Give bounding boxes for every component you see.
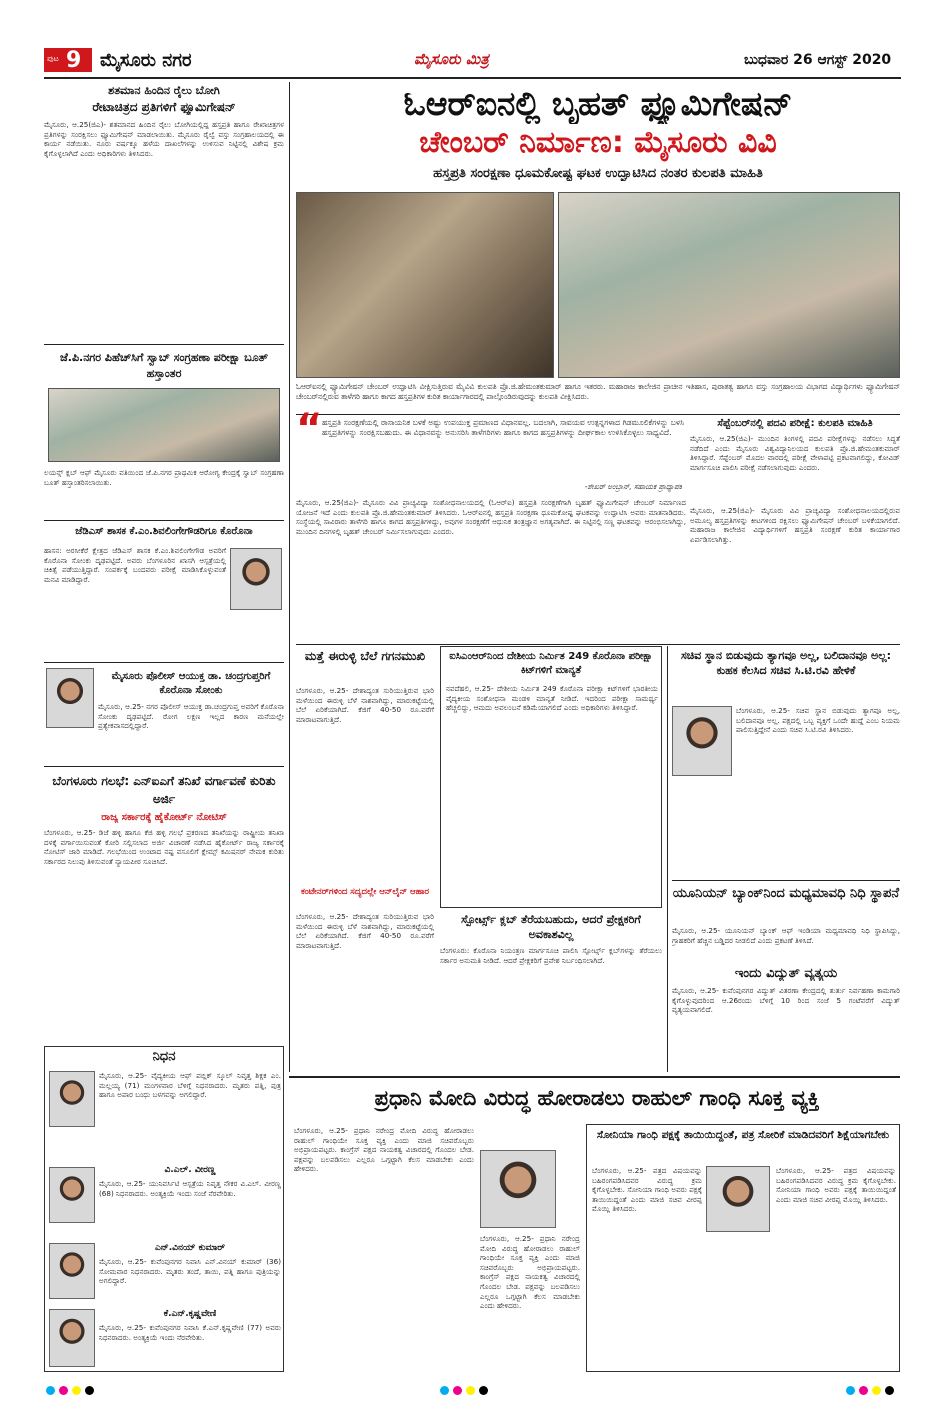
commissioner-body: ಮೈಸೂರು, ಆ.25- ನಗರ ಪೊಲೀಸ್ ಆಯುಕ್ತ ಡಾ.ಚಂದ್ರಗುಪ್ತ ಅವರಿಗೆ ಕೊರೊನಾ ಸೋಂಕು ದೃಢಪಟ್ಟಿದೆ. ರೋಗ ಲಕ್ಷಣ ಇಲ್ಲದ ಕಾರಣ ಮನೆಯಲ್ಲೇ ಪ್ರತ್ಯೇಕವಾಸದಲ್ಲಿದ್ದಾರೆ. — [98, 702, 284, 731]
divider — [289, 1076, 900, 1078]
riot-subhead: ರಾಜ್ಯ ಸರ್ಕಾರಕ್ಕೆ ಹೈಕೋರ್ಟ್ ನೋಟಿಸ್ — [101, 812, 227, 823]
mla-corona-body: ಹಾಸನ: ಅರಸೀಕೆರೆ ಕ್ಷೇತ್ರದ ಜೆಡಿಎಸ್ ಶಾಸಕ ಕೆ.ಎಂ.ಶಿವಲಿಂಗೇಗೌಡ ಅವರಿಗೆ ಕೊರೊನಾ ಸೋಂಕು ದೃಢಪಟ್ಟಿದೆ. ಅವರು ಬೆಂಗಳೂರಿನ ಖಾಸಗಿ ಆಸ್ಪತ್ರೆಯಲ್ಲಿ ಚಿಕಿತ್ಸೆ ಪಡೆಯುತ್ತಿದ್ದಾರೆ. ಸಂಪರ್ಕಕ್ಕೆ ಬಂದವರು ಪರೀಕ್ಷೆ ಮಾಡಿಸಿಕೊಳ್ಳುವಂತೆ ಮನವಿ ಮಾಡಿದ್ದಾರೆ. — [44, 546, 226, 584]
page-number-badge — [44, 48, 92, 72]
obituary-portrait-3 — [49, 1243, 95, 1299]
rahul-body: ಬೆಂಗಳೂರು, ಆ.25- ಪ್ರಧಾನಿ ನರೇಂದ್ರ ಮೋದಿ ವಿರುದ್ಧ ಹೋರಾಡಲು ರಾಹುಲ್ ಗಾಂಧಿಯೇ ಸೂಕ್ತ ವ್ಯಕ್ತಿ ಎಂದು ಮಾಜಿ ಸಚಿವರೊಬ್ಬರು ಅಭಿಪ್ರಾಯಪಟ್ಟರು. ಕಾಂಗ್ರೆಸ್ ಪಕ್ಷದ ನಾಯಕತ್ವ ವಿಚಾರದಲ್ಲಿ ಗೊಂದಲ ಬೇಡ. ಪಕ್ಷವನ್ನು ಬಲಪಡಿಸಲು ಎಲ್ಲರೂ ಒಗ್ಗಟ್ಟಾಗಿ ಕೆಲಸ ಮಾಡಬೇಕು ಎಂದು ಹೇಳಿದರು. — [294, 1126, 474, 1174]
registration-marks-center — [440, 1380, 492, 1399]
lead-body: ಮೈಸೂರು, ಆ.25(ಜಿಎ)- ಮೈಸೂರು ವಿವಿ ಪ್ರಾಚ್ಯವಿದ್ಯಾ ಸಂಶೋಧನಾಲಯದಲ್ಲಿ (ಓಆರ್‌ಐ) ಹಸ್ತಪ್ರತಿ ಸಂರಕ್ಷಣೆಗಾಗಿ ಬೃಹತ್ ಫ್ಯೂಮಿಗೇಷನ್ ಚೇಂಬರ್ ನಿರ್ಮಾಣದ ಯೋಜನೆ ಇದೆ ಎಂದು ಕುಲಪತಿ ಪ್ರೊ.ಜಿ.ಹೇಮಂತಕುಮಾರ್ ತಿಳಿಸಿದರು. ಓಆರ್‌ಐನಲ್ಲಿ ಹಸ್ತಪ್ರತಿ ಸಂರಕ್ಷಣಾ ಧೂಮಕೋಷ್ಟ ಘಟಕವನ್ನು ಉದ್ಘಾಟಿಸಿ ಅವರು ಮಾತನಾಡಿದರು. ಸಂಸ್ಥೆಯಲ್ಲಿ ಸಾವಿರಾರು ತಾಳೆಗರಿ ಹಾಗೂ ಕಾಗದ ಹಸ್ತಪ್ರತಿಗಳಿದ್ದು, ಅವುಗಳ ಸಂರಕ್ಷಣೆಗೆ ಆಧುನಿಕ ತಂತ್ರಜ್ಞಾನ ಅಗತ್ಯವಾಗಿದೆ. ಈ ನಿಟ್ಟಿನಲ್ಲಿ ಸಣ್ಣ ಘಟಕವನ್ನು ಆರಂಭಿಸಲಾಗಿದ್ದು, ಮುಂದಿನ ದಿನಗಳಲ್ಲಿ ಬೃಹತ್ ಚೇಂಬರ್ ನಿರ್ಮಿಸಲಾಗುವುದು ಎಂದರು. — [296, 498, 686, 536]
riot-headline: ಬೆಂಗಳೂರು ಗಲಭೆ: ಎನ್‌ಐಎಗೆ ತನಿಖೆ ವರ್ಗಾವಣೆ ಕುರಿತು ಅರ್ಜಿ — [52, 774, 276, 806]
obituary-3-name: ಎನ್.ವಿನಯ್ ಕುಮಾರ್ — [155, 1243, 225, 1253]
power-cut-headline: ಇಂದು ವಿದ್ಯುತ್ ವ್ಯತ್ಯಯ — [734, 966, 838, 981]
obituary-2-name: ವಿ.ಎಲ್. ವೀರಣ್ಣ — [164, 1165, 216, 1175]
divider — [44, 520, 284, 521]
divider — [44, 344, 284, 345]
lead-photo-left — [296, 192, 554, 378]
column-separator — [289, 82, 290, 1072]
lead-headline-1: ಓಆರ್‌ಐನಲ್ಲಿ ಬೃಹತ್ ಫ್ಯೂಮಿಗೇಷನ್ — [403, 84, 793, 123]
obituary-3-body: ಮೈಸೂರು, ಆ.25- ಕುವೆಂಪುನಗರ ನಿವಾಸಿ ಎನ್.ವಿನಯ್ ಕುಮಾರ್ (36) ಸೋಮವಾರ ನಿಧನರಾದರು. ಮೃತರು ತಂದೆ, ತಾಯಿ, ಪತ್ನಿ ಹಾಗೂ ಪುತ್ರಿಯನ್ನು ಅಗಲಿದ್ದಾರೆ. — [99, 1257, 281, 1286]
commissioner-portrait — [46, 668, 94, 728]
registration-marks-right — [846, 1380, 898, 1399]
lead-pull-quote: ಹಸ್ತಪ್ರತಿ ಸಂರಕ್ಷಣೆಯಲ್ಲಿ ರಾಸಾಯನಿಕ ಬಳಕೆ ಅಷ್ಟು ಉಪಯುಕ್ತ ಪ್ರಮಾಣದ ವಿಧಾನವಲ್ಲ. ಬದಲಾಗಿ, ಸಾವಯವ ಉತ್ಪನ್ನಗಳಾದ ಗಿಡಮೂಲಿಕೆಗಳನ್ನು ಬಳಸಿ ಹಸ್ತಪ್ರತಿಗಳನ್ನು ಸಂರಕ್ಷಿಸಬಹುದು. ಈ ವಿಧಾನವನ್ನು ಅನುಸರಿಸಿ ತಾಳೆಗರಿಗಳು ಹಾಗೂ ಕಾಗದ ಹಸ್ತಪ್ರತಿಗಳನ್ನು ದೀರ್ಘಕಾಲ ಉಳಿಸಿಕೊಳ್ಳಲು ಸಾಧ್ಯವಿದೆ. — [322, 418, 684, 437]
obituary-box — [44, 1046, 284, 1372]
power-cut-body: ಮೈಸೂರು, ಆ.25- ಕುವೆಂಪುನಗರ ವಿದ್ಯುತ್ ವಿತರಣಾ ಕೇಂದ್ರದಲ್ಲಿ ತುರ್ತು ನಿರ್ವಹಣಾ ಕಾಮಗಾರಿ ಕೈಗೊಳ್ಳುವುದರಿಂದ ಆ.26ರಂದು ಬೆಳಿಗ್ಗೆ 10 ರಿಂದ ಸಂಜೆ 5 ಗಂಟೆವರೆಗೆ ವಿದ್ಯುತ್ ವ್ಯತ್ಯಯವಾಗಲಿದೆ. — [672, 986, 900, 1015]
lead-subhead: ಹಸ್ತಪ್ರತಿ ಸಂರಕ್ಷಣಾ ಧೂಮಕೋಷ್ಟ ಘಟಕ ಉದ್ಘಾಟಿಸಿದ ನಂತರ ಕುಲಪತಿ ಮಾಹಿತಿ — [433, 166, 763, 181]
divider — [44, 766, 284, 767]
mla-portrait — [230, 548, 282, 610]
page-number: 9 — [66, 48, 82, 73]
masthead: ಮೈಸೂರು ಮಿತ್ರ — [414, 50, 489, 68]
riot-body: ಬೆಂಗಳೂರು, ಆ.25- ಡಿಜೆ ಹಳ್ಳಿ ಹಾಗೂ ಕೆಜಿ ಹಳ್ಳಿ ಗಲಭೆ ಪ್ರಕರಣದ ತನಿಖೆಯನ್ನು ರಾಷ್ಟ್ರೀಯ ತನಿಖಾ ದಳಕ್ಕೆ ವರ್ಗಾಯಿಸುವಂತೆ ಕೋರಿ ಸಲ್ಲಿಸಲಾದ ಅರ್ಜಿ ವಿಚಾರಣೆ ನಡೆಸಿದ ಹೈಕೋರ್ಟ್ ರಾಜ್ಯ ಸರ್ಕಾರಕ್ಕೆ ನೋಟಿಸ್ ಜಾರಿ ಮಾಡಿದೆ. ಗಲಭೆಯಿಂದ ಉಂಟಾದ ನಷ್ಟ ವಸೂಲಿಗೆ ಕ್ಲೇಮ್ಸ್ ಕಮಿಷನರ್ ನೇಮಕ ಕುರಿತು ಸರ್ಕಾರದ ನಿಲುವು ತಿಳಿಸುವಂತೆ ನ್ಯಾಯಪೀಠ ಸೂಚಿಸಿದೆ. — [44, 828, 284, 866]
rahul-headline: ಪ್ರಧಾನಿ ಮೋದಿ ವಿರುದ್ಧ ಹೋರಾಡಲು ರಾಹುಲ್ ಗಾಂಧಿ ಸೂಕ್ತ ವ್ಯಕ್ತಿ — [374, 1086, 820, 1110]
swab-booth-caption: ಲಯನ್ಸ್ ಕ್ಲಬ್ ಆಫ್ ಮೈಸೂರು ವತಿಯಿಂದ ಜೆ.ಪಿ.ನಗರ ಪ್ರಾಥಮಿಕ ಆರೋಗ್ಯ ಕೇಂದ್ರಕ್ಕೆ ಸ್ವಾಬ್ ಸಂಗ್ರಹಣಾ ಬೂತ್ ಹಸ್ತಾಂತರಿಸಲಾಯಿತು. — [44, 468, 284, 487]
rail-kicker: ಶತಮಾನ ಹಿಂದಿನ ರೈಲು ಬೋಗಿ — [108, 84, 220, 97]
sports-headline: ಸ್ಪೋರ್ಟ್ಸ್ ಕ್ಲಬ್ ತೆರೆಯಬಹುದು, ಆದರೆ ಪ್ರೇಕ್ಷಕರಿಗೆ ಅವಕಾಶವಿಲ್ಲ — [461, 913, 641, 941]
column-separator — [667, 646, 668, 1072]
onion-body: ಬೆಂಗಳೂರು, ಆ.25- ದೇಶಾದ್ಯಂತ ಸುರಿಯುತ್ತಿರುವ ಭಾರಿ ಮಳೆಯಿಂದ ಈರುಳ್ಳಿ ಬೆಳೆ ನಾಶವಾಗಿದ್ದು, ಮಾರುಕಟ್ಟೆಯಲ್ಲಿ ಬೆಲೆ ಏರಿಕೆಯಾಗಿದೆ. ಕೆಜಿಗೆ 40-50 ರೂ.ವರೆಗೆ ಮಾರಾಟವಾಗುತ್ತಿದೆ. — [296, 686, 434, 724]
obituary-1-body: ಮೈಸೂರು, ಆ.25- ವೈದ್ಯಕೀಯ ಆಫ್ ಪಬ್ಲಿಕ್ ಸ್ಕೂಲ್ ನಿವೃತ್ತ ಶಿಕ್ಷಕ ಎಂ. ಮಲ್ಲಯ್ಯ (71) ಮಂಗಳವಾರ ಬೆಳಿಗ್ಗೆ ನಿಧನರಾದರು. ಮೃತರು ಪತ್ನಿ, ಪುತ್ರ ಹಾಗೂ ಅಪಾರ ಬಂಧು ಬಳಗವನ್ನು ಅಗಲಿದ್ದಾರೆ. — [99, 1071, 281, 1100]
ct-ravi-portrait — [672, 706, 732, 776]
lead-photo-right — [558, 192, 900, 378]
obituary-heading: ನಿಧನ — [152, 1049, 176, 1064]
rahul-body-cont: ಬೆಂಗಳೂರು, ಆ.25- ಪ್ರಧಾನಿ ನರೇಂದ್ರ ಮೋದಿ ವಿರುದ್ಧ ಹೋರಾಡಲು ರಾಹುಲ್ ಗಾಂಧಿಯೇ ಸೂಕ್ತ ವ್ಯಕ್ತಿ ಎಂದು ಮಾಜಿ ಸಚಿವರೊಬ್ಬರು ಅಭಿಪ್ರಾಯಪಟ್ಟರು. ಕಾಂಗ್ರೆಸ್ ಪಕ್ಷದ ನಾಯಕತ್ವ ವಿಚಾರದಲ್ಲಿ ಗೊಂದಲ ಬೇಡ. ಪಕ್ಷವನ್ನು ಬಲಪಡಿಸಲು ಎಲ್ಲರೂ ಒಗ್ಗಟ್ಟಾಗಿ ಕೆಲಸ ಮಾಡಬೇಕು ಎಂದು ಹೇಳಿದರು. — [480, 1234, 580, 1311]
swab-booth-headline: ಜೆ.ಪಿ.ನಗರ ಪಿಹೆಚ್‌ಸಿಗೆ ಸ್ವಾಬ್ ಸಂಗ್ರಹಣಾ ಪರೀಕ್ಷಾ ಬೂತ್ ಹಸ್ತಾಂತರ — [59, 351, 269, 380]
obituary-2-body: ಮೈಸೂರು, ಆ.25- ಯುನಿವರ್ಸಿಟಿ ಆಸ್ಪತ್ರೆಯ ನಿವೃತ್ತ ನೌಕರ ವಿ.ಎಲ್. ವೀರಣ್ಣ (68) ನಿಧನರಾದರು. ಅಂತ್ಯಕ್ರಿಯೆ ಇಂದು ಸಂಜೆ ನೆರವೇರಿತು. — [99, 1179, 281, 1198]
icmr-body: ನವದೆಹಲಿ, ಆ.25- ದೇಶೀಯ ನಿರ್ಮಿತ 249 ಕೊರೊನಾ ಪರೀಕ್ಷಾ ಕಿಟ್‌ಗಳಿಗೆ ಭಾರತೀಯ ವೈದ್ಯಕೀಯ ಸಂಶೋಧನಾ ಮಂಡಳಿ ಮಾನ್ಯತೆ ನೀಡಿದೆ. ಇದರಿಂದ ಪರೀಕ್ಷಾ ಸಾಮರ್ಥ್ಯ ಹೆಚ್ಚಲಿದ್ದು, ಆಮದು ಅವಲಂಬನೆ ಕಡಿಮೆಯಾಗಲಿದೆ ಎಂದು ಅಧಿಕಾರಿಗಳು ತಿಳಿಸಿದ್ದಾರೆ. — [446, 684, 658, 713]
ct-ravi-headline: ಸಚಿವ ಸ್ಥಾನ ಬಿಡುವುದು ತ್ಯಾಗವೂ ಅಲ್ಲ, ಬಲಿದಾನವೂ ಅಲ್ಲ: ಕುಹಕ ಕೆಲಸಿದ ಸಚಿವ ಸಿ.ಟಿ.ರವಿ ಹೇಳಿಕೆ — [680, 649, 892, 677]
onion-body-cont: ಬೆಂಗಳೂರು, ಆ.25- ದೇಶಾದ್ಯಂತ ಸುರಿಯುತ್ತಿರುವ ಭಾರಿ ಮಳೆಯಿಂದ ಈರುಳ್ಳಿ ಬೆಳೆ ನಾಶವಾಗಿದ್ದು, ಮಾರುಕಟ್ಟೆಯಲ್ಲಿ ಬೆಲೆ ಏರಿಕೆಯಾಗಿದೆ. ಕೆಜಿಗೆ 40-50 ರೂ.ವರೆಗೆ ಮಾರಾಟವಾಗುತ್ತಿದೆ. — [296, 912, 434, 950]
rail-story-body: ಮೈಸೂರು, ಆ.25(ಜಿಎ)- ಶತಮಾನದ ಹಿಂದಿನ ರೈಲು ಬೋಗಿಯಲ್ಲಿದ್ದ ಹಸ್ತಪ್ರತಿ ಹಾಗೂ ರೇಖಾಚಿತ್ರಗಳ ಪ್ರತಿಗಳನ್ನು ಸಂರಕ್ಷಿಸಲು ಫ್ಯೂಮಿಗೇಷನ್ ಮಾಡಲಾಯಿತು. ಮೈಸೂರು ರೈಲ್ವೆ ವಸ್ತು ಸಂಗ್ರಹಾಲಯದಲ್ಲಿ ಈ ಕಾರ್ಯ ನಡೆಯಿತು. ನೂರು ವರ್ಷಕ್ಕೂ ಹಳೆಯ ದಾಖಲೆಗಳನ್ನು ಉಳಿಸುವ ನಿಟ್ಟಿನಲ್ಲಿ ವಿಶೇಷ ಕ್ರಮ ಕೈಗೊಳ್ಳಲಾಗಿದೆ ಎಂದು ಅಧಿಕಾರಿಗಳು ತಿಳಿಸಿದರು. — [44, 120, 284, 158]
sonia-body-cont: ಬೆಂಗಳೂರು, ಆ.25- ಪತ್ರದ ವಿಷಯವನ್ನು ಬಹಿರಂಗಪಡಿಸಿದವರ ವಿರುದ್ಧ ಕ್ರಮ ಕೈಗೊಳ್ಳಬೇಕು. ಸೋನಿಯಾ ಗಾಂಧಿ ಅವರು ಪಕ್ಷಕ್ಕೆ ತಾಯಿಯಿದ್ದಂತೆ ಎಂದು ಮಾಜಿ ಸಚಿವ ವೀರಪ್ಪ ಮೊಯ್ಲಿ ತಿಳಿಸಿದರು. — [776, 1166, 896, 1204]
obituary-portrait-2 — [49, 1167, 95, 1223]
ct-ravi-body: ಬೆಂಗಳೂರು, ಆ.25- ಸಚಿವ ಸ್ಥಾನ ಬಿಡುವುದು ತ್ಯಾಗವೂ ಅಲ್ಲ, ಬಲಿದಾನವೂ ಅಲ್ಲ. ಪಕ್ಷದಲ್ಲಿ ಒಬ್ಬ ವ್ಯಕ್ತಿಗೆ ಒಂದೇ ಹುದ್ದೆ ಎಂಬ ನಿಯಮ ಪಾಲಿಸುತ್ತಿದ್ದೇನೆ ಎಂದು ಸಚಿವ ಸಿ.ಟಿ.ರವಿ ತಿಳಿಸಿದರು. — [736, 706, 900, 735]
exam-body: ಮೈಸೂರು, ಆ.25(ಜಿಎ)- ಮುಂದಿನ ತಿಂಗಳಲ್ಲಿ ಪದವಿ ಪರೀಕ್ಷೆಗಳನ್ನು ನಡೆಸಲು ಸಿದ್ಧತೆ ನಡೆದಿದೆ ಎಂದು ಮೈಸೂರು ವಿಶ್ವವಿದ್ಯಾನಿಲಯದ ಕುಲಪತಿ ಪ್ರೊ.ಜಿ.ಹೇಮಂತಕುಮಾರ್ ತಿಳಿಸಿದ್ದಾರೆ. ಸೆಪ್ಟೆಂಬರ್ ಮೊದಲ ವಾರದಲ್ಲಿ ಪರೀಕ್ಷೆ ವೇಳಾಪಟ್ಟಿ ಪ್ರಕಟವಾಗಲಿದ್ದು, ಕೋವಿಡ್ ಮಾರ್ಗಸೂಚಿ ಪಾಲಿಸಿ ಪರೀಕ್ಷೆ ನಡೆಸಲಾಗುವುದು ಎಂದರು. — [690, 434, 900, 472]
moily-portrait — [706, 1166, 770, 1232]
page-label: ಪುಟ — [47, 54, 59, 63]
divider — [296, 414, 900, 415]
divider — [296, 644, 900, 645]
header-rule — [44, 77, 901, 79]
swab-booth-photo — [48, 388, 280, 462]
exam-headline: ಸೆಪ್ಟೆಂಬರ್‌ನಲ್ಲಿ ಪದವಿ ಪರೀಕ್ಷೆ: ಕುಲಪತಿ ಮಾಹಿತಿ — [717, 418, 873, 429]
obituary-portrait-1 — [49, 1071, 95, 1127]
quote-mark: “ — [296, 406, 323, 452]
commissioner-headline: ಮೈಸೂರು ಪೊಲೀಸ್ ಆಯುಕ್ತ ಡಾ. ಚಂದ್ರಗುಪ್ತರಿಗೆ ಕೊರೊನಾ ಸೋಂಕು — [111, 671, 271, 696]
obituary-4-body: ಮೈಸೂರು, ಆ.25- ಕುವೆಂಪುನಗರ ನಿವಾಸಿ ಕೆ.ಎನ್.ಕೃಷ್ಣವೇಣಿ (77) ಅವರು ನಿಧನರಾದರು. ಅಂತ್ಯಕ್ರಿಯೆ ಇಂದು ನೆರವೇರಿತು. — [99, 1323, 281, 1342]
leader-portrait — [480, 1150, 556, 1228]
union-bank-body: ಮೈಸೂರು, ಆ.25- ಯೂನಿಯನ್ ಬ್ಯಾಂಕ್ ಆಫ್ ಇಂಡಿಯಾ ಮಧ್ಯಮಾವಧಿ ನಿಧಿ ಸ್ಥಾಪಿಸಿದ್ದು, ಗ್ರಾಹಕರಿಗೆ ಹೆಚ್ಚಿನ ಬಡ್ಡಿದರ ನೀಡಲಿದೆ ಎಂದು ಪ್ರಕಟಣೆ ತಿಳಿಸಿದೆ. — [672, 926, 900, 945]
obituary-4-name: ಕೆ.ಎನ್.ಕೃಷ್ಣವೇಣಿ — [163, 1309, 217, 1319]
divider — [44, 662, 284, 663]
onion-headline: ಮತ್ತೆ ಈರುಳ್ಳಿ ಬೆಲೆ ಗಗನಮುಖಿ — [304, 649, 426, 663]
sonia-headline: ಸೋನಿಯಾ ಗಾಂಧಿ ಪಕ್ಷಕ್ಕೆ ತಾಯಿಯಿದ್ದಂತೆ, ಪತ್ರ ಸೋರಿಕೆ ಮಾಡಿದವರಿಗೆ ಶಿಕ್ಷೆಯಾಗಬೇಕು — [596, 1129, 890, 1141]
onion-subhead: ಕಂಟೇನರ್‌ಗಳಿಂದ ಸದ್ಯದಲ್ಲೇ ಆನ್‌ಲೈನ್ ಆಹಾರ — [300, 887, 430, 897]
left-column — [44, 82, 284, 1372]
lead-headline-2: ಚೇಂಬರ್ ನಿರ್ಮಾಣ: ಮೈಸೂರು ವಿವಿ — [419, 125, 777, 160]
sports-body: ಬೆಂಗಳೂರು: ಕೊರೊನಾ ನಿಯಂತ್ರಣ ಮಾರ್ಗಸೂಚಿ ಪಾಲಿಸಿ ಸ್ಪೋರ್ಟ್ಸ್ ಕ್ಲಬ್‌ಗಳನ್ನು ತೆರೆಯಲು ಸರ್ಕಾರ ಅನುಮತಿ ನೀಡಿದೆ. ಆದರೆ ಪ್ರೇಕ್ಷಕರಿಗೆ ಪ್ರವೇಶ ನಿರ್ಬಂಧಿಸಲಾಗಿದೆ. — [440, 946, 662, 965]
union-bank-headline: ಯೂನಿಯನ್ ಬ್ಯಾಂಕ್‌ನಿಂದ ಮಧ್ಯಮಾವಧಿ ನಿಧಿ ಸ್ಥಾಪನೆ — [672, 886, 900, 901]
registration-marks-left — [46, 1380, 98, 1399]
obituary-portrait-4 — [49, 1309, 95, 1367]
sonia-body: ಬೆಂಗಳೂರು, ಆ.25- ಪತ್ರದ ವಿಷಯವನ್ನು ಬಹಿರಂಗಪಡಿಸಿದವರ ವಿರುದ್ಧ ಕ್ರಮ ಕೈಗೊಳ್ಳಬೇಕು. ಸೋನಿಯಾ ಗಾಂಧಿ ಅವರು ಪಕ್ಷಕ್ಕೆ ತಾಯಿಯಿದ್ದಂತೆ ಎಂದು ಮಾಜಿ ಸಚಿವ ವೀರಪ್ಪ ಮೊಯ್ಲಿ ತಿಳಿಸಿದರು. — [592, 1166, 702, 1214]
icmr-headline: ಐಸಿಎಂಆರ್‌ನಿಂದ ದೇಶೀಯ ನಿರ್ಮಿತ 249 ಕೊರೊನಾ ಪರೀಕ್ಷಾ ಕಿಟ್‌ಗಳಿಗೆ ಮಾನ್ಯತೆ — [449, 651, 653, 676]
divider — [672, 880, 900, 881]
lead-body-cont: ಮೈಸೂರು, ಆ.25(ಜಿಎ)- ಮೈಸೂರು ವಿವಿ ಪ್ರಾಚ್ಯವಿದ್ಯಾ ಸಂಶೋಧನಾಲಯದಲ್ಲಿರುವ ಅಮೂಲ್ಯ ಹಸ್ತಪ್ರತಿಗಳನ್ನು ಕೀಟಗಳಿಂದ ರಕ್ಷಿಸಲು ಫ್ಯೂಮಿಗೇಷನ್ ಚೇಂಬರ್ ಬಳಕೆಯಾಗಲಿದೆ. ಮಹಾರಾಜ ಕಾಲೇಜಿನ ವಿದ್ಯಾರ್ಥಿಗಳಿಗೆ ಹಸ್ತಪ್ರತಿ ಸಂರಕ್ಷಣೆ ಕುರಿತ ಕಾರ್ಯಾಗಾರ ಏರ್ಪಡಿಸಲಾಗಿತ್ತು. — [690, 506, 900, 544]
lead-photo-caption: ಓಆರ್‌ಐನಲ್ಲಿ ಫ್ಯೂಮಿಗೇಷನ್ ಚೇಂಬರ್ ಉದ್ಘಾಟಿಸಿ ವೀಕ್ಷಿಸುತ್ತಿರುವ ಮೈವಿವಿ ಕುಲಪತಿ ಪ್ರೊ.ಜಿ.ಹೇಮಂತಕುಮಾರ್ ಹಾಗೂ ಇತರರು. ಮಹಾರಾಜ ಕಾಲೇಜಿನ ಪ್ರಾಚೀನ ಇತಿಹಾಸ, ಪುರಾತತ್ವ ಹಾಗೂ ವಸ್ತು ಸಂಗ್ರಹಾಲಯ ವಿಭಾಗದ ವಿದ್ಯಾರ್ಥಿಗಳು ಫ್ಯೂಮಿಗೇಷನ್ ಚೇಂಬರ್‌ನಲ್ಲಿರುವ ತಾಳೆಗರಿ ಹಾಗೂ ಕಾಗದ ಹಸ್ತಪ್ರತಿಗಳ ಕುರಿತ ಕಾರ್ಯಾಗಾರದಲ್ಲಿ ಪಾಲ್ಗೊಂಡಿರುವುದನ್ನು ಕುಲಪತಿ ವೀಕ್ಷಿಸಿದರು. — [296, 382, 900, 401]
mla-corona-headline: ಜೆಡಿಎಸ್ ಶಾಸಕ ಕೆ.ಎಂ.ಶಿವಲಿಂಗೇಗೌಡರಿಗೂ ಕೊರೊನಾ — [75, 526, 253, 537]
section-title: ಮೈಸೂರು ನಗರ — [100, 50, 192, 71]
lead-quote-attribution: -ಶೇಖರ್ ಅಂಬ್ರಾನ್, ಸಹಾಯಕ ಪ್ರಾಧ್ಯಾಪಕ — [584, 482, 682, 491]
issue-date: ಬುಧವಾರ 26 ಆಗಸ್ಟ್ 2020 — [744, 52, 892, 68]
rail-headline: ರೇಟಾಚಿತ್ರದ ಪ್ರತಿಗಳಿಗೆ ಫ್ಯೂಮಿಗೇಷನ್ — [92, 100, 236, 114]
page-header — [44, 46, 900, 76]
